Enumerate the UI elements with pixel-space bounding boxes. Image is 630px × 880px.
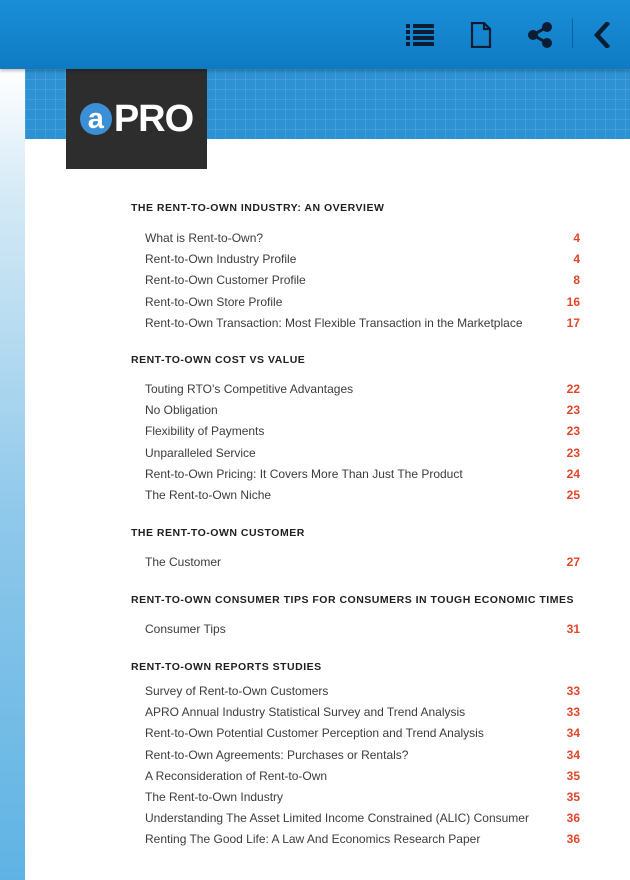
toc-entry-page-number: 27	[566, 555, 580, 569]
toc-entry[interactable]	[131, 249, 597, 270]
toc-entry[interactable]	[131, 787, 597, 808]
toc-entry-page-number: 34	[566, 747, 580, 762]
toc-entry[interactable]	[131, 443, 597, 464]
toc-entry-page-number: 23	[566, 445, 580, 460]
toc-entry[interactable]	[131, 313, 597, 334]
logo-text: PRO	[113, 98, 194, 140]
toc-section-title: RENT-TO-OWN COST VS VALUE	[131, 354, 306, 366]
toc-entry[interactable]	[131, 552, 597, 573]
logo-letter: a	[80, 103, 112, 135]
toc-entry-page-number: 35	[566, 768, 580, 783]
toc-entry-page-number: 34	[566, 726, 580, 741]
toc-entry-page-number: 35	[566, 789, 580, 804]
toc-entry-label: No Obligation	[145, 403, 218, 418]
toc-entry-page-number: 36	[566, 832, 580, 847]
share-icon[interactable]	[522, 17, 558, 53]
toc-section	[131, 594, 597, 640]
toc-entry-page-number: 23	[566, 403, 580, 418]
toc-section-title: RENT-TO-OWN CONSUMER TIPS FOR CONSUMERS IN TOUGH ECONOMIC TIMES	[131, 594, 574, 606]
toc-entry-label: Survey of Rent-to-Own Customers	[145, 684, 329, 698]
apro-logo	[66, 69, 207, 169]
document-page	[25, 69, 630, 880]
toc-entry-page-number: 33	[566, 684, 580, 698]
toc-entry[interactable]	[131, 400, 597, 421]
toc-section-title: RENT-TO-OWN REPORTS STUDIES	[131, 661, 322, 673]
document-icon[interactable]	[463, 17, 499, 53]
toc-section	[131, 202, 597, 334]
top-toolbar	[0, 0, 630, 69]
toc-entry-label: What is Rent-to-Own?	[145, 231, 264, 245]
toc-entry[interactable]	[131, 228, 597, 249]
toolbar-divider	[572, 18, 573, 48]
toc-entry[interactable]	[131, 745, 597, 766]
toc-entry-page-number: 23	[566, 424, 580, 439]
toc-entry[interactable]	[131, 421, 597, 442]
list-icon[interactable]	[402, 17, 438, 53]
toc-entry-page-number: 24	[566, 466, 580, 481]
toc-entry[interactable]	[131, 292, 597, 313]
toc-entry-label: Rent-to-Own Potential Customer Perception and Trend Analysis	[145, 726, 484, 741]
toc-entry-page-number: 17	[566, 315, 580, 330]
toc-entry-page-number: 36	[566, 811, 580, 826]
toc-entry-label: Consumer Tips	[145, 622, 226, 636]
toc-entry-label: Touting RTO’s Competitive Advantages	[145, 382, 354, 396]
toc-entry-label: Renting The Good Life: A Law And Economics Research Paper	[145, 832, 481, 847]
toc-entry-label: The Rent-to-Own Niche	[145, 487, 272, 502]
toc-entry-label: The Customer	[145, 555, 222, 569]
toc-entry-label: A Reconsideration of Rent-to-Own	[145, 768, 328, 783]
toc-section-title: THE RENT-TO-OWN CUSTOMER	[131, 527, 305, 539]
toc-entry[interactable]	[131, 702, 597, 723]
toc-entry[interactable]	[131, 681, 597, 702]
toc-entry[interactable]	[131, 270, 597, 291]
toc-section	[131, 527, 597, 573]
toc-entry-label: Rent-to-Own Pricing: It Covers More Than Just The Product	[145, 466, 463, 481]
toc-entry-page-number: 4	[573, 231, 580, 245]
toc-entry-page-number: 31	[566, 622, 580, 636]
toc-entry-page-number: 25	[566, 487, 580, 502]
toc-entry[interactable]	[131, 829, 597, 850]
toc-section	[131, 661, 597, 851]
back-icon[interactable]	[584, 17, 620, 53]
toc-entry-page-number: 33	[566, 705, 580, 720]
toc-entry[interactable]	[131, 766, 597, 787]
toc-entry[interactable]	[131, 464, 597, 485]
toc-entry-label: Flexibility of Payments	[145, 424, 265, 439]
toc-entry-label: The Rent-to-Own Industry	[145, 789, 284, 804]
toc-entry[interactable]	[131, 485, 597, 506]
toc-entry-page-number: 22	[566, 382, 580, 396]
toc-entry-label: Rent-to-Own Agreements: Purchases or Rentals?	[145, 747, 409, 762]
toc-entry[interactable]	[131, 723, 597, 744]
toc-entry-label: Rent-to-Own Customer Profile	[145, 273, 306, 288]
toc-entry-page-number: 16	[566, 294, 580, 309]
toc-section-title: THE RENT-TO-OWN INDUSTRY: AN OVERVIEW	[131, 202, 385, 214]
toc-section	[131, 354, 597, 506]
toc-entry[interactable]	[131, 379, 597, 400]
toc-entry-label: Unparalleled Service	[145, 445, 256, 460]
toc-entry-label: Rent-to-Own Industry Profile	[145, 252, 297, 267]
toc-entry[interactable]	[131, 619, 597, 640]
left-sidebar-strip	[0, 69, 25, 880]
toc-entry-label: APRO Annual Industry Statistical Survey and Trend Analysis	[145, 705, 466, 720]
toc-entry-label: Rent-to-Own Transaction: Most Flexible Transaction in the Marketplace	[145, 315, 523, 330]
toc-entry-label: Understanding The Asset Limited Income Constrained (ALIC) Consumer	[145, 811, 529, 826]
toc-entry-page-number: 4	[573, 252, 580, 267]
toc-entry-page-number: 8	[573, 273, 580, 288]
toc-entry-label: Rent-to-Own Store Profile	[145, 294, 283, 309]
toc-entry[interactable]	[131, 808, 597, 829]
